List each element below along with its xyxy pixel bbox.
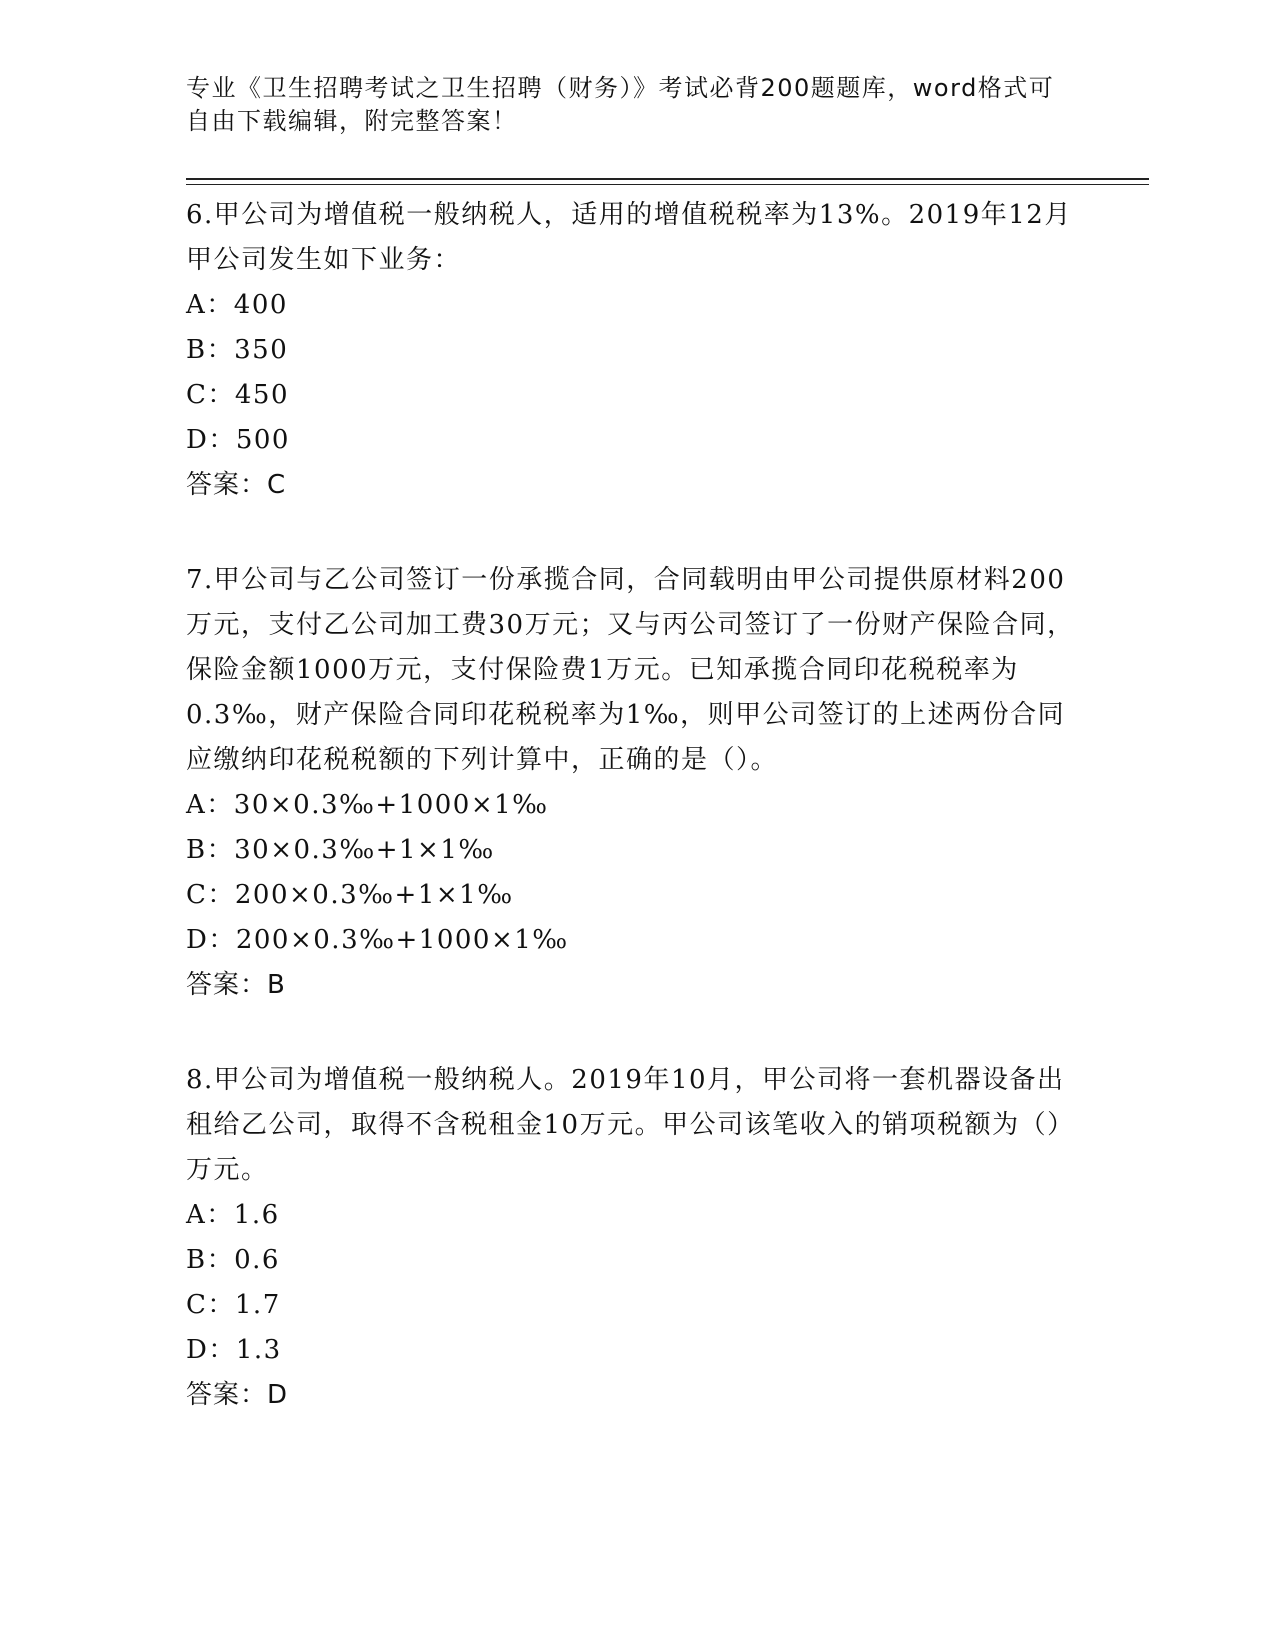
option-d: D：500 <box>186 425 290 455</box>
option-a: A：30×0.3‰+1000×1‰ <box>186 790 549 820</box>
answer-line: 答案：D <box>186 1380 289 1410</box>
question-item <box>186 558 1086 1008</box>
option-c: C：450 <box>186 380 290 410</box>
answer-line: 答案：B <box>186 970 286 1000</box>
option-c: C：200×0.3‰+1×1‰ <box>186 880 514 910</box>
question-item <box>186 1058 1086 1418</box>
option-b: B：0.6 <box>186 1245 280 1275</box>
question-text: 7.甲公司与乙公司签订一份承揽合同，合同载明由甲公司提供原材料200万元，支付乙公司加工费30万元；又与丙公司签订了一份财产保险合同，保险金额1000万元，支付保险费1万元。已知承揽合同印花税税率为0.3‰，财产保险合同印花税税率为1‰，则甲公司签订的上述两份合同应缴纳印花税税额的下列计算中，正确的是（）。 <box>186 565 1075 775</box>
header-divider-thick <box>186 178 1149 180</box>
option-b: B：30×0.3‰+1×1‰ <box>186 835 495 865</box>
answer-line: 答案：C <box>186 470 287 500</box>
option-a: A：400 <box>186 290 288 320</box>
option-a: A：1.6 <box>186 1200 280 1230</box>
question-text: 6.甲公司为增值税一般纳税人，适用的增值税税率为13%。2019年12月甲公司发生如下业务： <box>186 200 1072 275</box>
option-b: B：350 <box>186 335 289 365</box>
option-d: D：1.3 <box>186 1335 282 1365</box>
header-divider-thin <box>186 184 1149 185</box>
option-d: D：200×0.3‰+1000×1‰ <box>186 925 569 955</box>
question-list <box>186 193 1086 1468</box>
question-item <box>186 193 1086 508</box>
question-text: 8.甲公司为增值税一般纳税人。2019年10月，甲公司将一套机器设备出租给乙公司，取得不含税租金10万元。甲公司该笔收入的销项税额为（）万元。 <box>186 1065 1075 1185</box>
option-c: C：1.7 <box>186 1290 281 1320</box>
document-header: 专业《卫生招聘考试之卫生招聘（财务）》考试必背200题题库，word格式可自由下载编辑，附完整答案！ <box>186 74 1055 135</box>
